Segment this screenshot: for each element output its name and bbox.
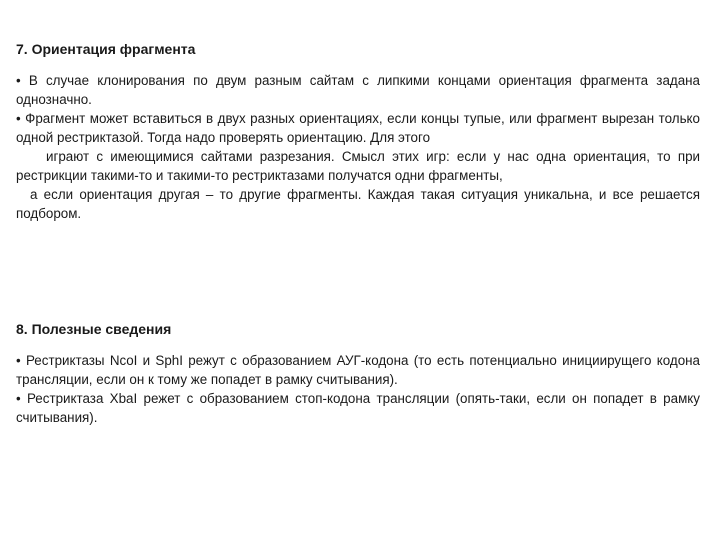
section-useful-info xyxy=(16,320,700,427)
paragraph-other-orientation: а если ориентация другая – то другие фрагменты. Каждая такая ситуация уникальна, и все решается подбором. xyxy=(16,187,700,221)
bullet-blunt-ends: • Фрагмент может вставиться в двух разных ориентациях, если концы тупые, или фрагмент вырезан только одной рестриктазой. Тогда надо проверять ориентацию. Для этого xyxy=(16,111,700,145)
section-title-orientation: 7. Ориентация фрагмента xyxy=(16,41,196,57)
section-orientation xyxy=(16,40,700,223)
bullet-sticky-ends: • В случае клонирования по двум разным сайтам с липкими концами ориентация фрагмента задана однозначно. xyxy=(16,73,700,107)
paragraph-restriction-games: играют с имеющимися сайтами разрезания. Смысл этих игр: если у нас одна ориентация, то при рестрикции такими-то и такими-то рестриктазами получатся одни фрагменты, xyxy=(16,149,700,183)
bullet-ncoi-sphi: • Рестриктазы NcoI и SphI режут с образованием АУГ-кодона (то есть потенциально инициирущего кодона трансляции, если он к тому же попадет в рамку считывания). xyxy=(16,353,700,387)
bullet-xbai: • Рестриктаза XbaI режет с образованием стоп-кодона трансляции (опять-таки, если он попадет в рамку считывания). xyxy=(16,391,700,425)
section-title-useful-info: 8. Полезные сведения xyxy=(16,321,172,337)
